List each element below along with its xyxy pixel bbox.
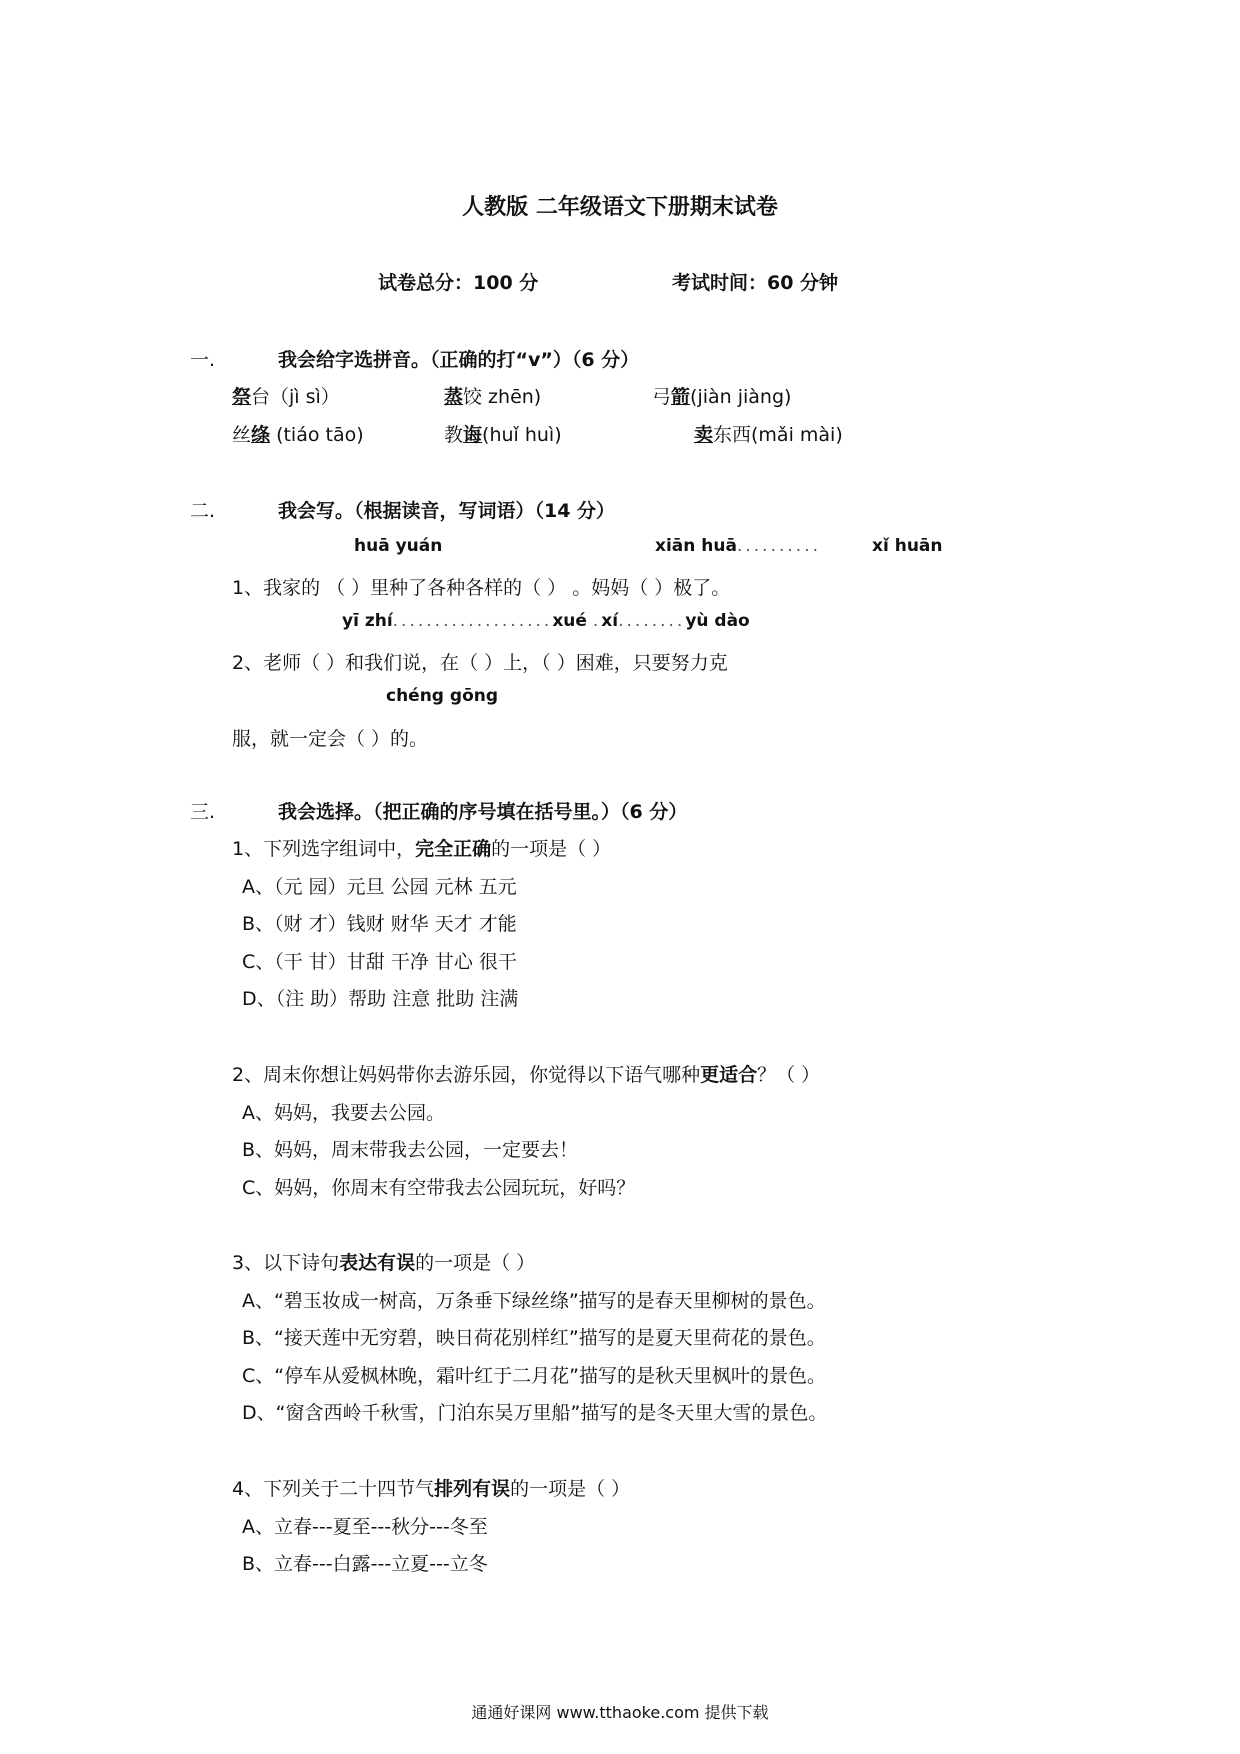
section-2-heading: 我会写。（根据读音，写词语）（14 分） (278, 500, 616, 522)
question-emphasis: 完全正确 (415, 838, 492, 860)
question-text: 的一项是（ ） (415, 1252, 536, 1274)
s1-item-char: 箭 (671, 386, 691, 408)
s1-item-prefix: 丝 (232, 424, 252, 446)
s1-item-ji (232, 382, 340, 409)
question-text: 2、周末你想让妈妈带你去游乐园，你觉得以下语气哪种 (232, 1064, 701, 1086)
dot-leader: .......... (736, 536, 822, 556)
s1-item-options: 饺 zhēn) (463, 386, 542, 408)
s1-item-options: 东西(mǎi mài) (713, 424, 843, 446)
s1-item-jian (652, 382, 791, 409)
s3-q4-option-b: B、立春---白露---立夏---立冬 (242, 1553, 488, 1575)
s3-q3-option-d: D、“窗含西岭千秋雪，门泊东吴万里船”描写的是冬天里大雪的景色。 (242, 1402, 828, 1424)
question-text: 4、下列关于二十四节气 (232, 1478, 435, 1500)
s2-question-2: 2、老师（ ）和我们说，在（ ）上，（ ）困难，只要努力克 (232, 652, 728, 674)
dot-leader: ................... (392, 611, 553, 631)
s1-item-char: 祭 (232, 386, 252, 408)
s1-item-options: 台（jì sì） (251, 386, 340, 408)
page-title: 人教版 二年级语文下册期末试卷 (462, 195, 778, 220)
s3-q4-option-a: A、立春---夏至---秋分---冬至 (242, 1516, 488, 1538)
s3-question-4 (232, 1474, 630, 1501)
section-1-heading: 我会给字选拼音。（正确的打“v”）（6 分） (278, 349, 640, 371)
pinyin-hint: chéng gōng (386, 686, 499, 706)
s1-item-options: (tiáo tāo) (270, 424, 364, 446)
s1-item-prefix: 教 (444, 424, 464, 446)
dot-leader: . (592, 611, 602, 631)
s1-item-char: 绦 (251, 424, 271, 446)
question-text: ？（ ） (757, 1064, 821, 1086)
s3-q2-option-a: A、妈妈，我要去公园。 (242, 1102, 445, 1124)
s3-q3-option-c: C、“停车从爱枫林晚，霜叶红于二月花”描写的是秋天里枫叶的景色。 (242, 1365, 826, 1387)
s1-item-char: 诲 (463, 424, 483, 446)
exam-time: 考试时间：60 分钟 (672, 272, 839, 294)
pinyin-hint (655, 536, 821, 556)
s3-q3-option-b: B、“接天莲中无穷碧，映日荷花别样红”描写的是夏天里荷花的景色。 (242, 1327, 826, 1349)
pinyin-text: xiān huā (655, 536, 737, 556)
s3-q3-option-a: A、“碧玉妆成一树高，万条垂下绿丝绦”描写的是春天里柳树的景色。 (242, 1290, 826, 1312)
dot-leader: ........ (618, 611, 686, 631)
s3-question-3 (232, 1248, 535, 1275)
section-2-number: 二. (190, 500, 216, 522)
s1-item-hui (444, 420, 562, 447)
s3-q1-option-b: B、（财 才）钱财 财华 天才 才能 (242, 913, 517, 935)
s1-item-mai (694, 420, 843, 447)
pinyin-hint: xǐ huān (872, 536, 943, 556)
pinyin-text: xué (552, 611, 593, 631)
question-text: 的一项是（ ） (491, 838, 612, 860)
pinyin-text: yù dào (685, 611, 750, 631)
pinyin-hint: huā yuán (354, 536, 443, 556)
s2-question-2-cont: 服，就一定会（ ）的。 (232, 728, 429, 750)
page-footer: 通通好课网 www.tthaoke.com 提供下载 (471, 1703, 769, 1722)
section-3-heading: 我会选择。（把正确的序号填在括号里。）（6 分） (278, 801, 688, 823)
s1-item-options: (jiàn jiàng) (690, 386, 792, 408)
s1-item-zheng (444, 382, 541, 409)
section-3-number: 三. (190, 801, 216, 823)
s2-question-1: 1、我家的 （ ）里种了各种各样的（ ） 。妈妈（ ）极了。 (232, 577, 731, 599)
s1-item-prefix: 弓 (652, 386, 672, 408)
question-text: 的一项是（ ） (510, 1478, 631, 1500)
question-text: 1、下列选字组词中， (232, 838, 416, 860)
s1-item-char: 卖 (694, 424, 714, 446)
s3-q1-option-c: C、（干 甘）甘甜 干净 甘心 很干 (242, 951, 517, 973)
s1-item-options: (huǐ huì) (482, 424, 562, 446)
question-emphasis: 表达有误 (339, 1252, 416, 1274)
question-text: 3、以下诗句 (232, 1252, 340, 1274)
question-emphasis: 排列有误 (434, 1478, 511, 1500)
s1-item-tao (232, 420, 364, 447)
question-emphasis: 更适合 (700, 1064, 758, 1086)
s3-q2-option-b: B、妈妈，周末带我去公园，一定要去！ (242, 1139, 579, 1161)
s3-question-2 (232, 1060, 820, 1087)
section-1-number: 一. (190, 349, 216, 371)
s3-question-1 (232, 834, 611, 861)
s1-item-char: 蒸 (444, 386, 464, 408)
s3-q1-option-d: D、（注 助）帮助 注意 批助 注满 (242, 988, 519, 1010)
pinyin-text: xí (601, 611, 619, 631)
total-score: 试卷总分：100 分 (378, 272, 539, 294)
pinyin-hint (342, 611, 750, 631)
pinyin-text: yī zhí (342, 611, 393, 631)
s3-q2-option-c: C、妈妈，你周末有空带我去公园玩玩，好吗？ (242, 1177, 636, 1199)
s3-q1-option-a: A、（元 园）元旦 公园 元林 五元 (242, 876, 517, 898)
